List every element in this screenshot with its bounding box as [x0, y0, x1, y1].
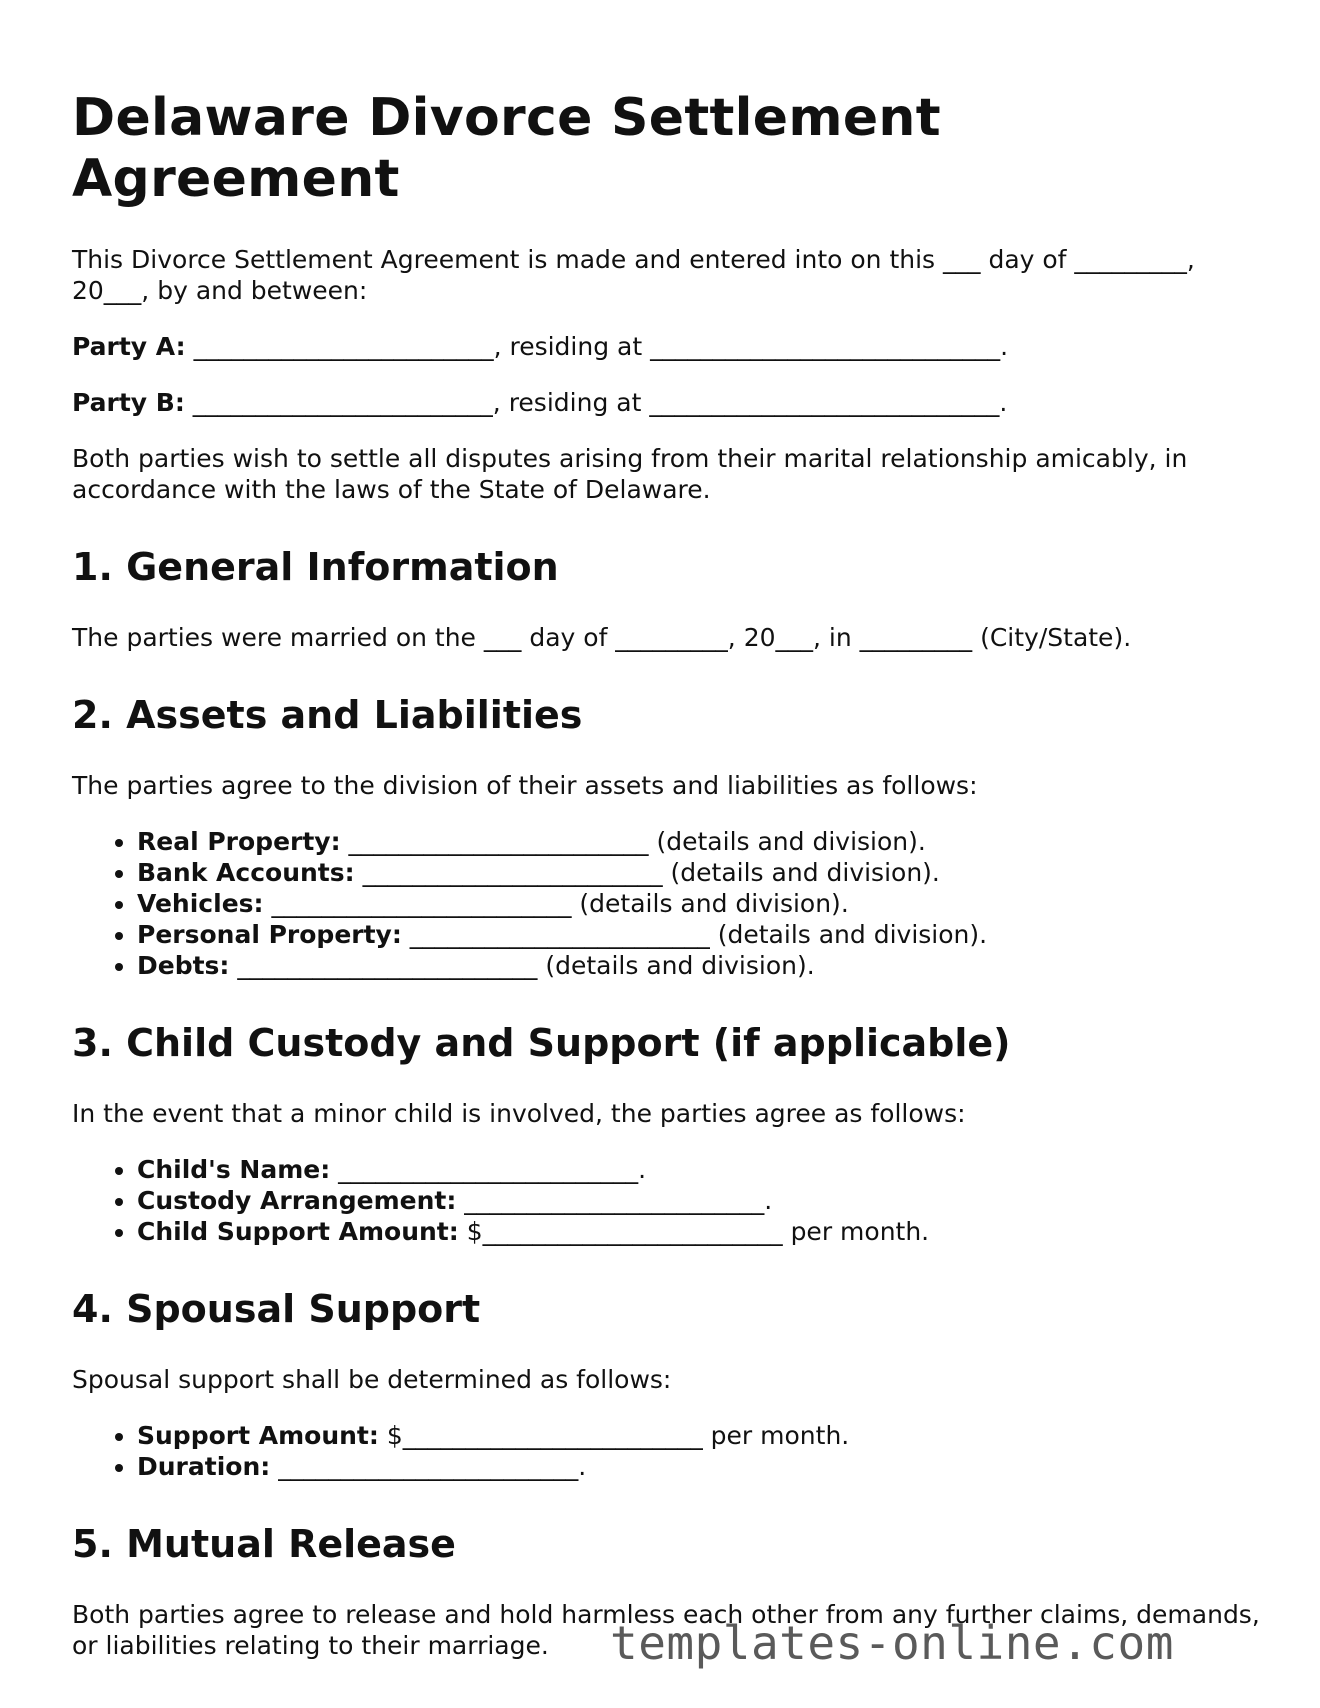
list-item-label: Bank Accounts:: [137, 858, 355, 887]
list-item-label: Child's Name:: [137, 1155, 331, 1184]
spousal-list: [72, 1420, 1262, 1482]
section-text-spousal: Spousal support shall be determined as follows:: [72, 1365, 672, 1394]
list-item-label: Real Property:: [137, 827, 341, 856]
list-item: [137, 1154, 1262, 1185]
section-text-release: Both parties agree to release and hold harmless each other from any further claims, demands, or liabilities relating to their marriage.: [72, 1600, 1260, 1660]
list-item-label: Custody Arrangement:: [137, 1186, 457, 1215]
section-text-custody: In the event that a minor child is involved, the parties agree as follows:: [72, 1099, 966, 1128]
list-item: [137, 826, 1262, 857]
section-heading-assets: 2. Assets and Liabilities: [72, 693, 583, 737]
list-item-text: ________________________ (details and division).: [401, 920, 988, 949]
purpose-paragraph: Both parties wish to settle all disputes arising from their marital relationship amicably, in accordance with the laws of the State of Delaware.: [72, 444, 1188, 504]
section-heading-spousal: 4. Spousal Support: [72, 1287, 481, 1331]
list-item-text: ________________________.: [456, 1186, 773, 1215]
section-text-general: The parties were married on the ___ day of _________, 20___, in _________ (City/State).: [72, 623, 1132, 652]
watermark: templates-online.com: [610, 1616, 1174, 1670]
list-item-text: ________________________.: [270, 1452, 587, 1481]
list-item: [137, 857, 1262, 888]
list-item: [137, 1185, 1262, 1216]
list-item-text: $________________________ per month.: [458, 1217, 930, 1246]
list-item-text: ________________________ (details and division).: [354, 858, 940, 887]
party-b-label: Party B:: [72, 388, 185, 417]
list-item-label: Duration:: [137, 1452, 271, 1481]
list-item-label: Personal Property:: [137, 920, 402, 949]
list-item: [137, 888, 1262, 919]
intro-paragraph: This Divorce Settlement Agreement is made and entered into on this ___ day of _________, 20___, by and between:: [72, 245, 1195, 305]
document-page: [72, 88, 1262, 1661]
section-text-assets: The parties agree to the division of their assets and liabilities as follows:: [72, 771, 978, 800]
custody-list: [72, 1154, 1262, 1247]
list-item-text: ________________________ (details and division).: [340, 827, 926, 856]
party-b-line: [72, 387, 1262, 418]
party-a-line: [72, 331, 1262, 362]
list-item-label: Debts:: [137, 951, 230, 980]
list-item: [137, 1216, 1262, 1247]
party-a-label: Party A:: [72, 332, 186, 361]
list-item: [137, 950, 1262, 981]
list-item: [137, 1420, 1262, 1451]
list-item-text: ________________________ (details and division).: [229, 951, 815, 980]
list-item-label: Support Amount:: [137, 1421, 379, 1450]
party-a-text: ________________________, residing at ____________________________.: [185, 332, 1009, 361]
list-item: [137, 1451, 1262, 1482]
section-heading-custody: 3. Child Custody and Support (if applicable): [72, 1021, 1011, 1065]
list-item-label: Vehicles:: [137, 889, 264, 918]
section-heading-release: 5. Mutual Release: [72, 1522, 456, 1566]
list-item-text: ________________________.: [330, 1155, 647, 1184]
list-item-text: $________________________ per month.: [378, 1421, 850, 1450]
party-b-text: ________________________, residing at ____________________________.: [184, 388, 1008, 417]
list-item-label: Child Support Amount:: [137, 1217, 459, 1246]
list-item: [137, 919, 1262, 950]
document-title: Delaware Divorce Settlement Agreement: [72, 88, 941, 209]
list-item-text: ________________________ (details and division).: [263, 889, 849, 918]
section-heading-general: 1. General Information: [72, 545, 559, 589]
assets-list: [72, 826, 1262, 981]
